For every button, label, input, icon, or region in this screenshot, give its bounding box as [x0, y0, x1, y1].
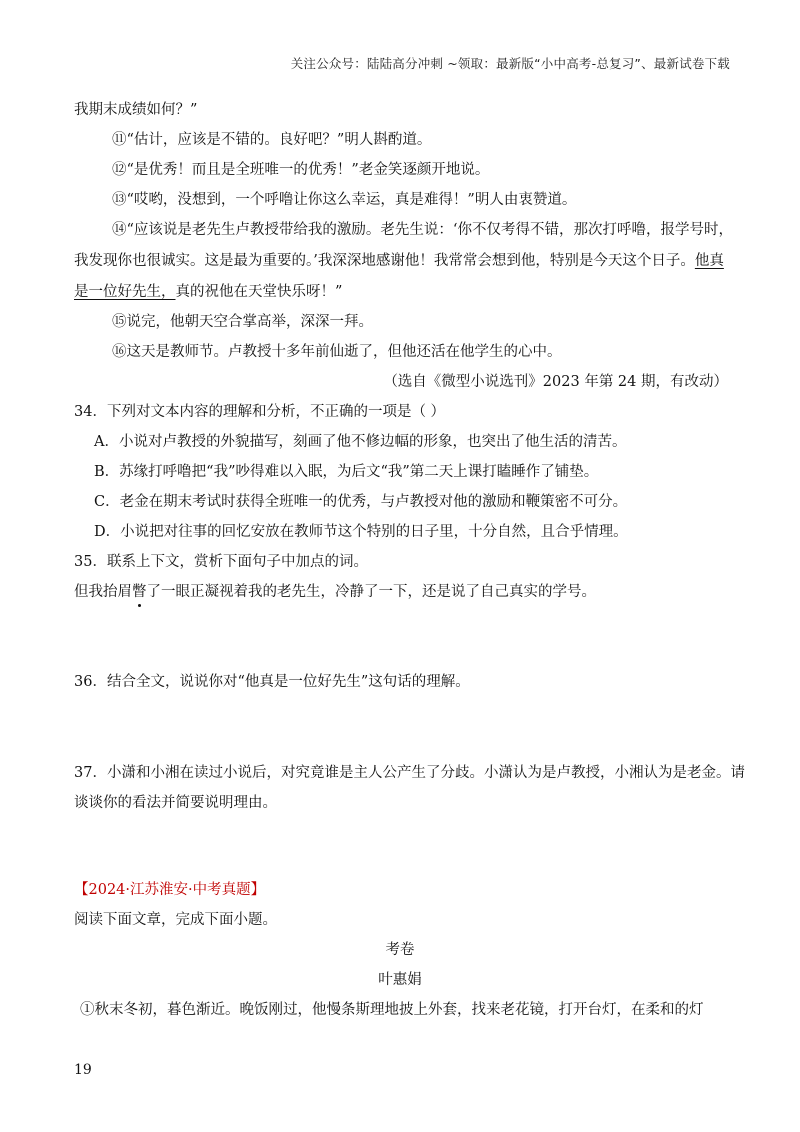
p14-line2-text: 我发现你也很诚实。这是最为重要的。’我深深地感谢他！我常常会想到他，特别是今天这个日子。 — [74, 253, 695, 269]
article-paragraph-1: ①秋末冬初，暮色渐近。晚饭刚过，他慢条斯理地披上外套，找来老花镜，打开台灯，在柔和的灯 — [80, 1002, 704, 1018]
question-34-option-d: D．小说把对往事的回忆安放在教师节这个特别的日子里，十分自然，且合乎情理。 — [94, 524, 628, 540]
story-paragraph-11: ⑪“估计，应该是不错的。良好吧？”明人斟酌道。 — [112, 132, 432, 148]
reading-instruction: 阅读下面文章，完成下面小题。 — [74, 912, 277, 928]
p14-line3-text: 真的祝他在天堂快乐呀！” — [175, 284, 343, 300]
question-34-option-a: A．小说对卢教授的外貌描写，刻画了他不修边幅的形象，也突出了他生活的清苦。 — [94, 434, 627, 450]
dotted-word: 瞥 — [132, 584, 147, 600]
story-paragraph-16: ⑯这天是教师节。卢教授十多年前仙逝了，但他还活在他学生的心中。 — [112, 344, 562, 360]
q35-sentence-pre: 但我抬眉 — [74, 584, 132, 600]
question-34-option-b: B．苏缘打呼噜把“我”吵得难以入眠，为后文“我”第二天上课打瞌睡作了铺垫。 — [94, 464, 599, 480]
section-source-tag: 【2024·江苏淮安·中考真题】 — [74, 882, 266, 898]
page-number: 19 — [74, 1062, 92, 1078]
story-paragraph-14-line2 — [74, 251, 726, 271]
story-paragraph-12: ⑫“是优秀！而且是全班唯一的优秀！”老金笑逐颜开地说。 — [112, 162, 490, 178]
story-paragraph-14-line1: ⑭“应该说是老先生卢教授带给我的激励。老先生说：‘你不仅考得不错，那次打呼噜，报学号时， — [112, 222, 734, 238]
question-34-option-c: C．老金在期末考试时获得全班唯一的优秀，与卢教授对他的激励和鞭策密不可分。 — [94, 494, 628, 510]
underlined-sentence-part1: 他真 — [694, 253, 724, 269]
story-source: （选自《微型小说选刊》2023 年第 24 期，有改动） — [383, 374, 728, 390]
story-paragraph-14-line3 — [74, 282, 726, 302]
question-34: 34．下列对文本内容的理解和分析，不正确的一项是（ ） — [74, 404, 446, 420]
question-37-line2: 谈谈你的看法并简要说明理由。 — [74, 795, 277, 811]
question-35-sentence — [74, 582, 726, 602]
underlined-sentence-part2: 是一位好先生， — [74, 284, 176, 300]
story-paragraph-15: ⑮说完，他朝天空合掌高举，深深一拜。 — [112, 314, 373, 330]
question-36: 36．结合全文，说说你对“他真是一位好先生”这句话的理解。 — [74, 674, 470, 690]
story-paragraph-10-end: 我期末成绩如何？” — [74, 102, 198, 118]
question-35: 35．联系上下文，赏析下面句子中加点的词。 — [74, 554, 368, 570]
question-37-line1: 37．小潇和小湘在读过小说后，对究竟谁是主人公产生了分歧。小潇认为是卢教授，小湘认为是老金。请 — [74, 765, 745, 781]
article-title: 考卷 — [385, 942, 415, 958]
q35-sentence-post: 了一眼正凝视着我的老先生，冷静了一下，还是说了自己真实的学号。 — [146, 584, 596, 600]
page-header: 关注公众号：陆陆高分冲刺 ~领取：最新版“小中高考-总复习”、最新试卷下载 — [290, 56, 730, 71]
article-author: 叶惠娟 — [378, 972, 422, 988]
story-paragraph-13: ⑬“哎哟，没想到，一个呼噜让你这么幸运，真是难得！”明人由衷赞道。 — [112, 192, 577, 208]
